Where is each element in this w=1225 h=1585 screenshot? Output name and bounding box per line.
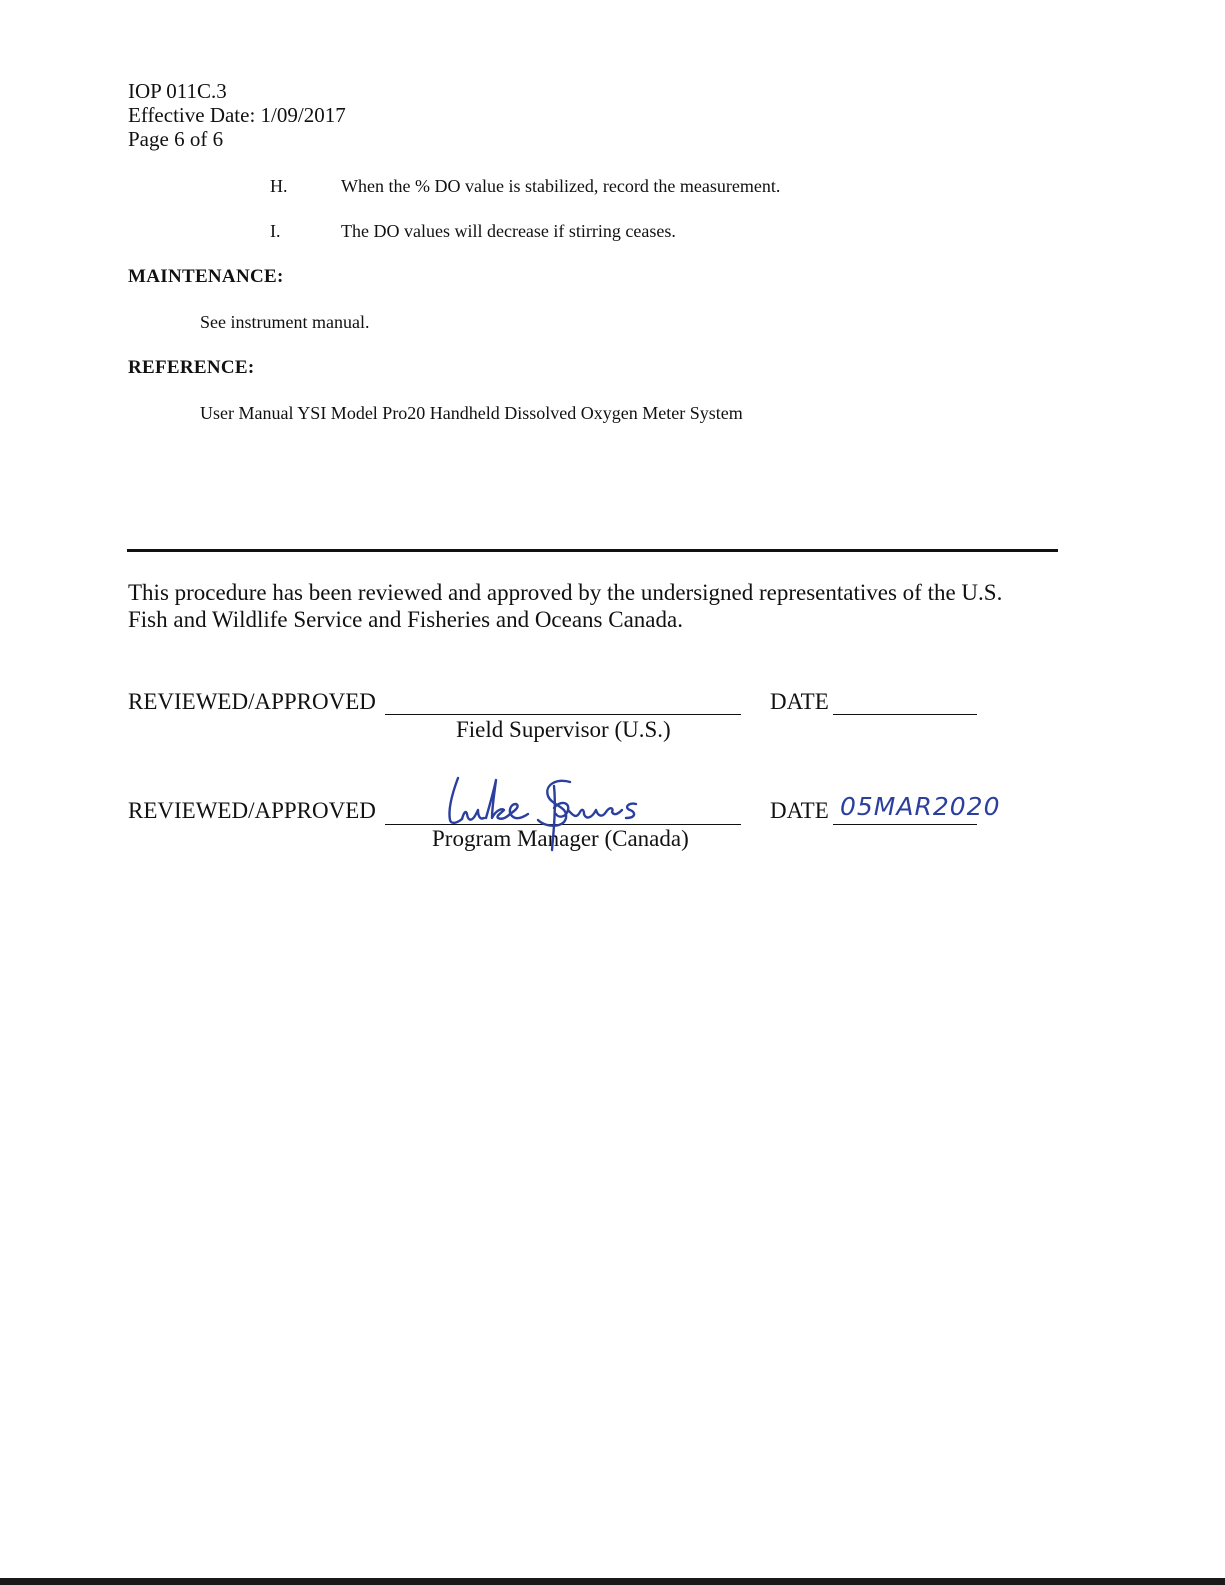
scan-bottom-edge: [0, 1578, 1225, 1585]
step-i-letter: I.: [270, 221, 281, 241]
date-label-canada: DATE: [770, 798, 829, 823]
review-label-canada: REVIEWED/APPROVED: [128, 798, 376, 823]
signer-title-canada: Program Manager (Canada): [432, 826, 689, 851]
date-line-canada: [833, 824, 977, 825]
step-i-text: The DO values will decrease if stirring ceases.: [341, 221, 676, 241]
section-divider: [127, 549, 1058, 552]
date-line-us: [833, 714, 977, 715]
reference-heading: REFERENCE:: [128, 357, 255, 378]
signature-line-us: [385, 714, 741, 715]
maintenance-text: See instrument manual.: [200, 312, 370, 332]
maintenance-heading: MAINTENANCE:: [128, 266, 284, 287]
approval-statement-line2: Fish and Wildlife Service and Fisheries and Oceans Canada.: [128, 607, 683, 632]
page-number: Page 6 of 6: [128, 127, 224, 151]
document-id: IOP 011C.3: [128, 79, 227, 103]
date-label-us: DATE: [770, 689, 829, 714]
handwritten-signature: [436, 766, 676, 858]
reference-text: User Manual YSI Model Pro20 Handheld Dissolved Oxygen Meter System: [200, 403, 743, 423]
signer-title-us: Field Supervisor (U.S.): [456, 717, 671, 742]
step-h-text: When the % DO value is stabilized, record the measurement.: [341, 176, 781, 196]
approval-statement-line1: This procedure has been reviewed and approved by the undersigned representatives of the U.S.: [128, 580, 1003, 605]
effective-date: Effective Date: 1/09/2017: [128, 103, 346, 127]
step-h-letter: H.: [270, 176, 288, 196]
review-label-us: REVIEWED/APPROVED: [128, 689, 376, 714]
handwritten-date: 05MAR2020: [840, 792, 1001, 821]
